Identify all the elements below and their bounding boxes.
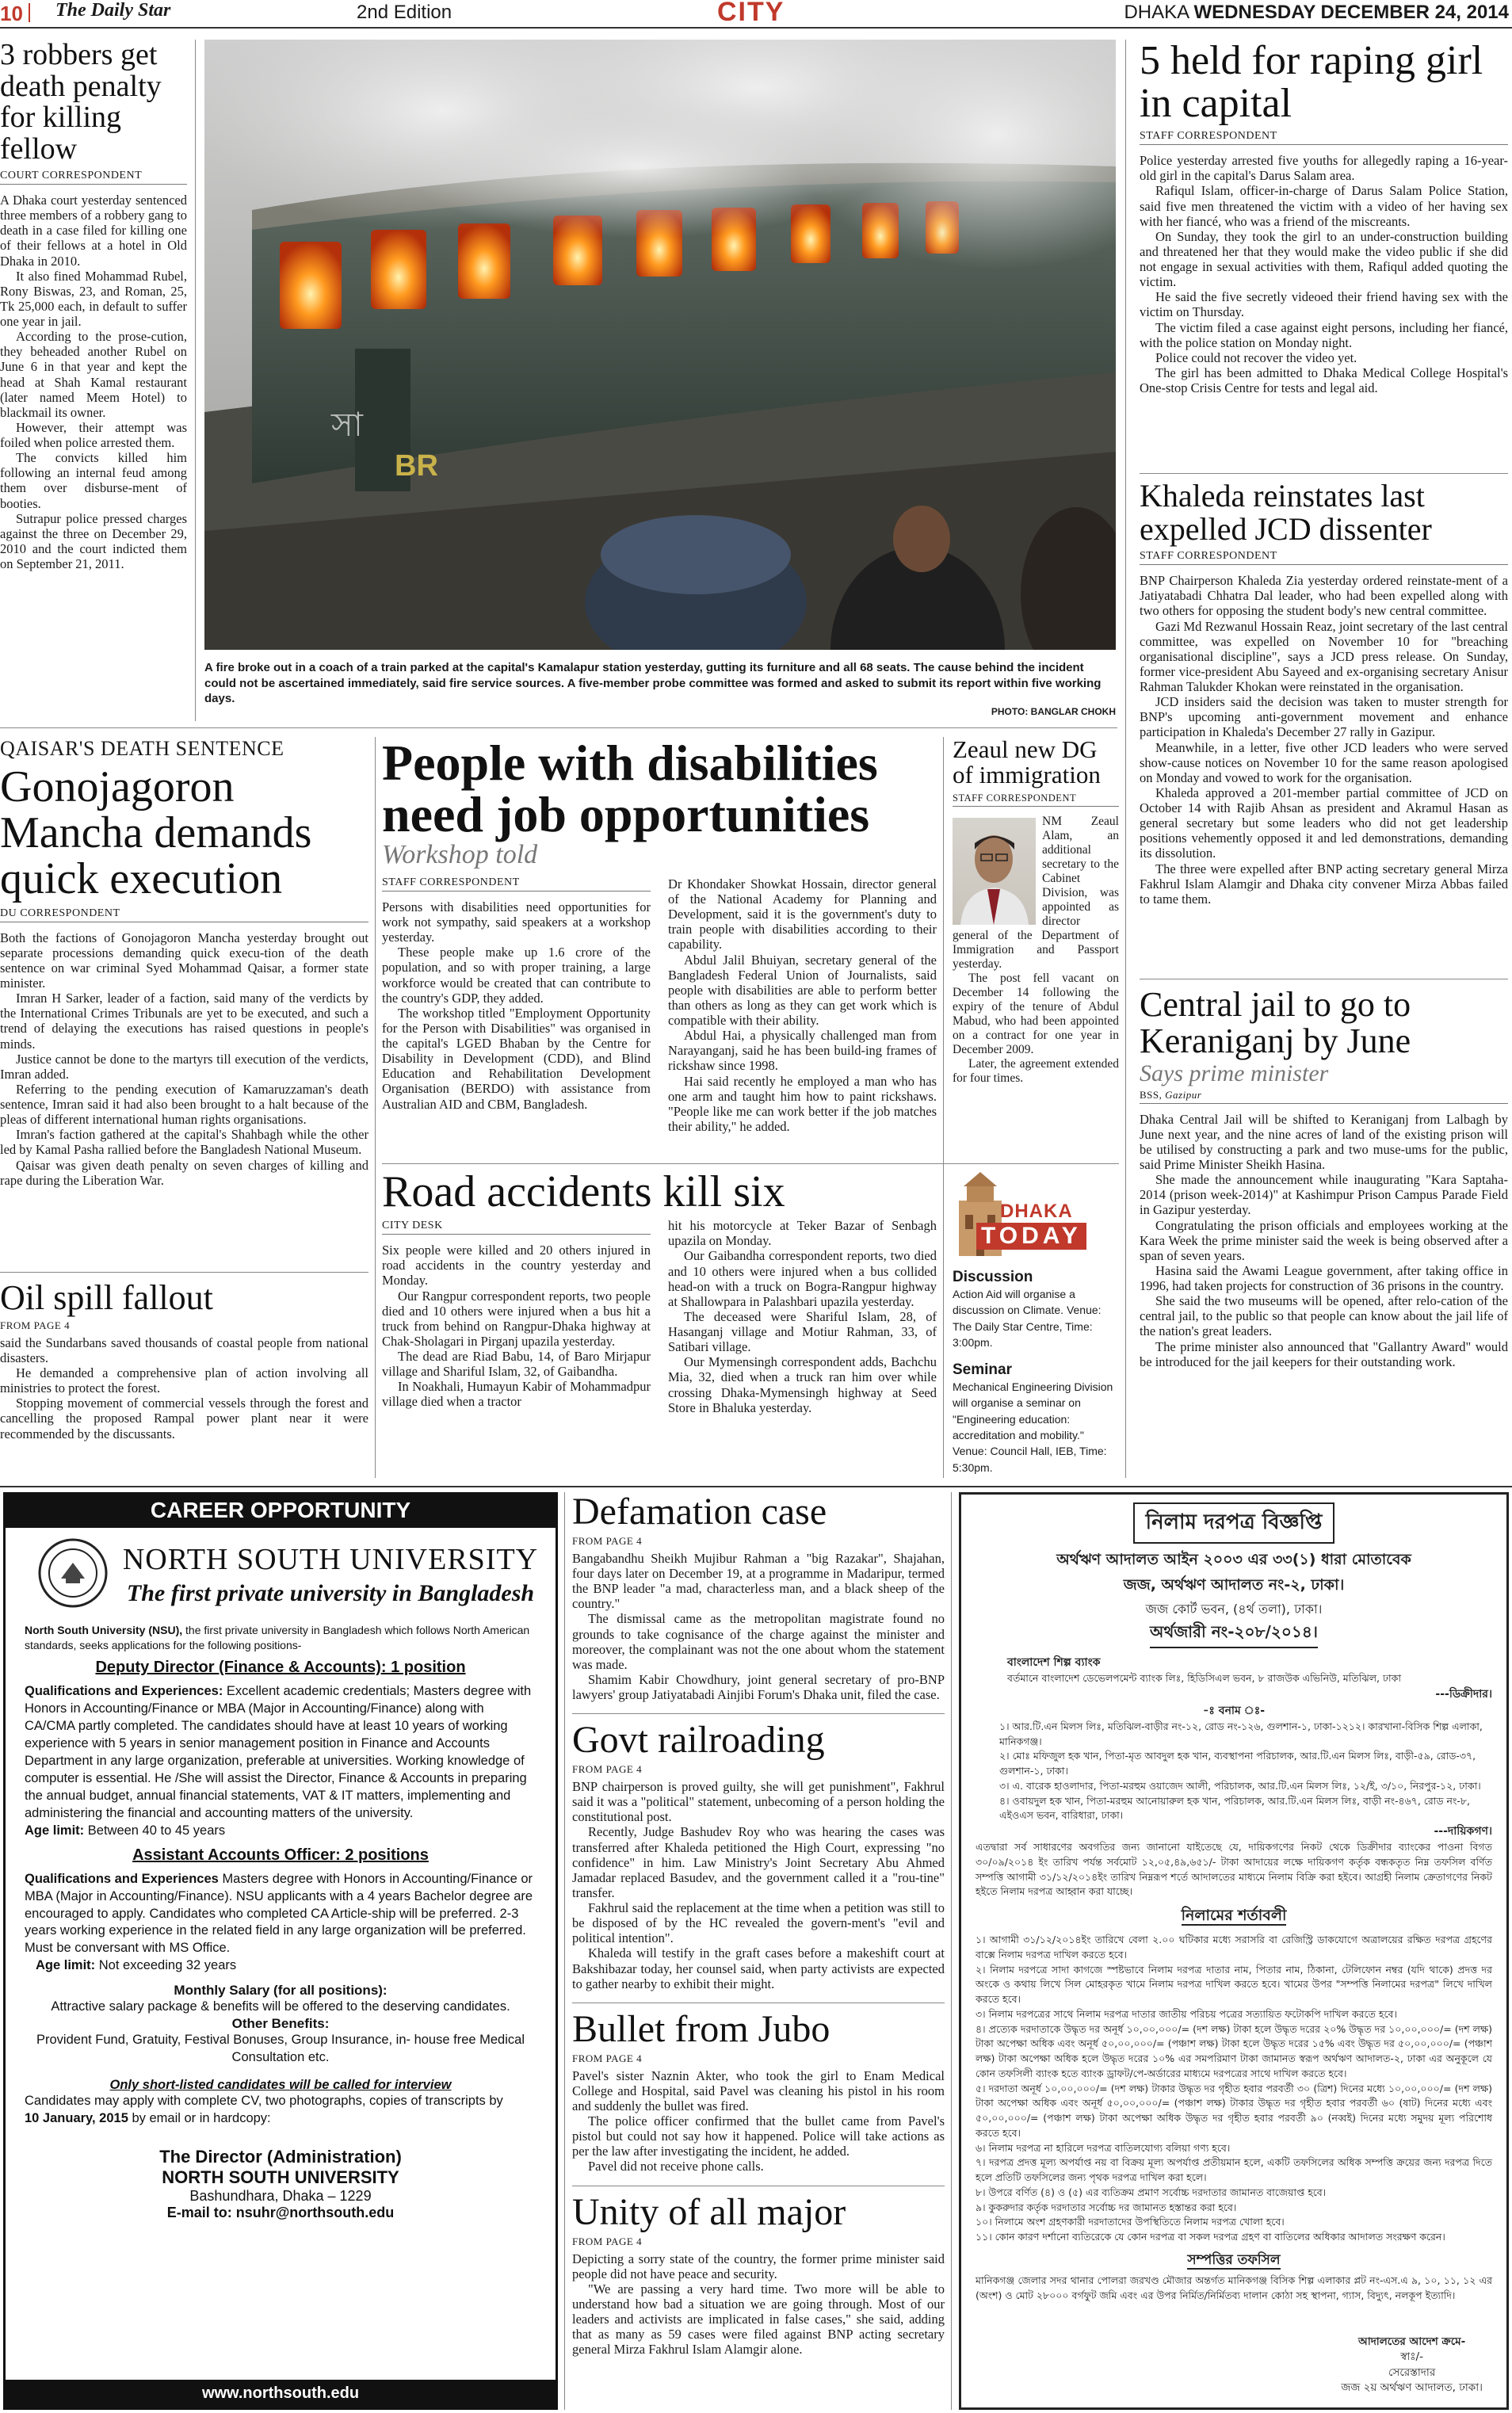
headline-khaleda: Khaleda reinstates last expelled JCD dissenter <box>1140 479 1432 547</box>
plaintiff-name: বাংলাদেশ শিল্প ব্যাংক <box>1007 1656 1101 1669</box>
edition-label: 2nd Edition <box>357 2 452 23</box>
auction-intro: এতদ্বারা সর্ব সাধারণের অবগতির জন্য জানানো যাইতেছে যে, দায়িকগণের নিকট থেকে ডিক্রীদার ব্যাংকের পাওনা বিগত ৩০/০৯/২০১৪ ইং তারিখ পর্যন্ত সর্বমোট ১২,০৫,৪৯,৬৫১/- টাকা আদায়ের লক্ষে দায়িকগণ কর্তৃক বন্ধকতৃত নিম্ন তফসিল বর্ণিত সম্পত্তি আগামী ৩১/১২/২০১৪ইং তারিখ নিম্নরূপ শর্তে আদালতের মাধ্যমে নিলাম বিক্রি করা হইবে। আগ্রহী নিলাম ক্রেতাগণের নিকট হইতে নিলাম দরপত্র আহ্বান করা যাচ্ছে। <box>976 1841 1492 1898</box>
article-unity <box>572 2190 945 2358</box>
auction-line2: জজ, অর্থঋণ আদালত নং-২, ঢাকা। <box>1123 1576 1345 1594</box>
position1-age <box>25 1823 536 1840</box>
body-disabilities-col2 <box>668 876 937 1134</box>
condition-item: ৪। প্রত্যেক দরদাতাকে উদ্ধৃত দর অনূর্ধ ১০,০০,০০০/= (দশ লক্ষ) টাকা হলে উদ্ধৃত দরের ২০% উদ্ধৃত দর ১০,০০,০০০/= (দশ লক্ষ) টাকা অপেক্ষা অধিক এবং অনূর্ধ ৫০,০০,০০০/= (পঞ্চাশ লক্ষ) টাকা হলে উদ্ধৃত দরের ১৫% এবং উদ্ধৃত দর ৫০,০০,০০০/= (পঞ্চাশ লক্ষ) টাকা অপেক্ষা অধিক হলে উদ্ধৃত দরের ১০% এর সমপরিমাণ টাকা জামানত স্বরূপ অর্থঋণ আদালত-২, ঢাকা এর অনুকূলে যে কোন তফসিলী ব্যাংক হতে ব্যাংক ড্রাফট/পে-অর্ডারের মাধ্যমে দরপত্রের সাথে দাখিল করতে হবে। <box>976 2022 1492 2079</box>
byline-jail-agency: BSS <box>1140 1088 1159 1101</box>
paragraph: Hai said recently he employed a man who has one arm and taught him how to paint rickshaws. "People like me can work better if the job matches their ability," he added. <box>668 1073 937 1134</box>
divider <box>951 1492 952 2410</box>
headline-qaisar: Gonojagoron Mancha demands quick execution <box>0 762 312 904</box>
nsu-header <box>6 1528 556 1623</box>
signature-role: সেরেস্তাদার <box>1388 2365 1436 2379</box>
position2-qual-label: Qualifications and Experiences <box>25 1871 219 1886</box>
paragraph: Recently, Judge Bashudev Roy who was hearing the cases was transferred after Khaleda petitioned the High Court, expressing "no confidence" in him. Law Ministry's Joint Secretary Abu Ahmed Jamadar replaced Basudev, and the government called it a "rou-tine" transfer. <box>572 1824 945 1900</box>
article-raping <box>1140 40 1508 472</box>
article-robbers <box>0 40 187 721</box>
body-road-col2 <box>668 1218 937 1415</box>
contact-email[interactable]: E-mail to: nsuhr@northsouth.edu <box>166 2204 395 2220</box>
address-line1: The Director (Administration) <box>159 2146 402 2167</box>
plaintiff-address: বর্তমানে বাংলাদেশ ডেভেলপমেন্ট ব্যাংক লিঃ, হিডিসিএল ভবন, ৮ রাজউক এভিনিউ, মতিঝিল, ঢাকা <box>1007 1672 1402 1684</box>
paragraph: Gazi Md Rezwanul Hossain Reaz, joint secretary of the last central committee, was expelled on November 10 for "breaching organisational discipline", says a JCD press release. On Sunday, former vice-president Abu Sayeed and ex-organising secretary Anisur Rahman Talukder Khokan were reinstated in the organisation. <box>1140 618 1508 695</box>
paragraph: In Noakhali, Humayun Kabir of Mohammadpur village died when a tractor <box>382 1379 651 1410</box>
condition-item: ৯। কুকরুদার কর্তৃক দরদাতার সর্বোচ্চ দর জামানত হস্তান্তর করা হবে। <box>976 2201 1237 2213</box>
paragraph: Stopping movement of commercial vessels through the forest and cancelling the proposed Rampal power plant near it were recommended by the discussants. <box>0 1395 368 1441</box>
paragraph: The prime minister also announced that "Gallantry Award" would be introduced for the jail keepers for their outstanding work. <box>1140 1338 1508 1369</box>
body-jubo <box>572 2068 945 2174</box>
career-ad <box>3 1492 558 2410</box>
paragraph: hit his motorcycle at Teker Bazar of Senbagh upazila on Monday. <box>668 1218 937 1249</box>
body-oilspill <box>0 1335 368 1441</box>
career-bar-title: CAREER OPPORTUNITY <box>6 1495 556 1528</box>
dhaka-today-logo <box>953 1169 1119 1264</box>
byline-khaleda: STAFF CORRESPONDENT <box>1140 550 1508 565</box>
divider <box>943 737 944 1478</box>
body-road-col1 <box>382 1243 651 1409</box>
body-jail <box>1140 1112 1508 1369</box>
paragraph: According to the prose-cution, they beheaded another Rubel on June 6 in that year and kept the head at Shah Kamal restaurant (later named Meem Hotel) to blackmail its owner. <box>0 329 187 420</box>
condition-item: ৭। দরপত্র প্রদত্ত মূল্য অপর্যাপ্ত নয় বা বিক্রয় মূল্য অপর্যাপ্ত প্রতীয়মান হলে, একটি তফসিলের অধিক সম্পত্তি ক্রয়ের জন্য দরপত্র দিতে হলে প্রতিটি তফসিলের জন্য পৃথক দরপত্র দাখিল করা হলে। <box>976 2156 1492 2183</box>
dhaka-today-box <box>953 1169 1119 1478</box>
paragraph: Khaleda approved a 201-member partial committee of JCD on October 14 with Rajib Ahsan as president and Akramul Hasan as general secretary but some leaders who did not get leadership positions vehemently opposed it and led demonstrations, demanding its dissolution. <box>1140 785 1508 861</box>
position1-age-label: Age limit: <box>25 1823 85 1838</box>
condition-item: ১০। নিলামে অংশ গ্রহণকারী দরদাতাদের উপস্থিতিতে নিলাম দরপত্র খোলা হবে। <box>976 2216 1285 2228</box>
signature-court: জজ ২য় অর্থঋণ আদালত, ঢাকা। <box>1341 2381 1483 2395</box>
contact-address <box>25 2147 536 2221</box>
section-title: CITY <box>717 0 785 27</box>
salary-text: Attractive salary package & benefits will be offered to the deserving candidates. <box>51 1999 510 2014</box>
paragraph: Khaleda will testify in the graft cases before a makeshift court at Bakshibazar today, her counsel said, when party activists are expected to gather nearby to exhibit their might. <box>572 1945 945 1991</box>
body-raping <box>1140 153 1508 395</box>
paragraph: He said the five secretly videoed their friend having sex with the victim on Thursday. <box>1140 289 1508 320</box>
coach-marking: BR <box>395 449 438 483</box>
paragraph: Pavel did not receive phone calls. <box>588 2159 764 2174</box>
body-khaleda <box>1140 573 1508 907</box>
paragraph: Our Rangpur correspondent reports, two people died and 10 others were injured when a bus hit a truck from behind on Rangpur-Dhaka highway at Chak-Sholagari in Pirganj upazila yesterday. <box>382 1288 651 1349</box>
paragraph: "We are passing a very hard time. Two more will be able to understand how bad a situation we are going through. Most of our leaders and activists are implicated in false cases," she said, adding that as many as 59 cases were filed against BNP acting secretary general Mirza Fakhrul Islam Alamgir alone. <box>572 2281 945 2358</box>
paragraph: Shamim Kabir Chowdhury, joint general secretary of pro-BNP lawyers' group Jatiyatabadi Ainjibi Forum's Dhaka unit, filed the case. <box>572 1671 945 1703</box>
headline-defamation: Defamation case <box>572 1492 827 1533</box>
paragraph: Police could not recover the video yet. <box>1155 349 1357 365</box>
article-qaisar <box>0 737 368 1236</box>
auction-line1: অর্থঋণ আদালত আইন ২০০৩ এর ৩৩(১) ধারা মোতাবেক <box>1056 1551 1411 1568</box>
university-name: NORTH SOUTH UNIVERSITY <box>122 1543 539 1576</box>
paragraph: Referring to the pending execution of Kamaruzzaman's death sentence, Imran said it had also been brought to a halt because of the pleas of different international human rights organisations. <box>0 1081 368 1128</box>
schedule-title: সম্পত্তির তফসিল <box>1187 2251 1281 2268</box>
paragraph: The convicts killed him following an internal feud among them over disburse-ment of booties. <box>0 450 187 511</box>
condition-item: ৮। উপরে বর্ণিত (৪) ও (৫) এর ব্যতিক্রম প্রমাণ সর্বোচ্চ দরদাতার জামানত বাজেয়াপ্ত হবে। <box>976 2186 1327 2198</box>
body-defamation <box>572 1551 945 1702</box>
byline-jail-place: Gazipur <box>1165 1088 1202 1101</box>
divider <box>0 1272 368 1273</box>
divider <box>1125 40 1126 1478</box>
condition-item: ১। আগামী ৩১/১২/২০১৪ইং তারিখে বেলা ২.০০ ঘটিকার মধ্যে সরাসরি বা রেজিস্ট্রি ডাকযোগে অত্রালয়ের রক্ষিত দরপত্র গ্রহণের বাক্সে নিলাম দরপত্র দাখিল করতে হবে। <box>976 1934 1492 1961</box>
discussion-title: Discussion <box>953 1269 1033 1285</box>
body-robbers <box>0 193 187 571</box>
position2-qual-text: Masters degree with Honors in Accounting/Finance or MBA (Major in Accounting/Finance). NSU applicants with a 4 years Bachelor degree are encouraged to apply. Candidates who completed CA Article-ship will be preferred. 2-3 years working experience in the related field in any large organization will be preferred. Must be conversant with MS Office. <box>25 1871 533 1956</box>
paragraph: Our Gaibandha correspondent reports, two died and 10 others were injured when a bus collided head-on with a truck on Bogra-Rangpur highway at Shallowpara in Palashbari upazila yesterday. <box>668 1248 937 1309</box>
photo-block <box>204 40 1116 717</box>
paragraph: The police officer confirmed that the bullet came from Pavel's pistol but could not say how it happened. Police will take actions as per the law after investigating the incident, he added. <box>572 2113 945 2159</box>
paragraph: Sutrapur police pressed charges against the three on December 29, 2010 and the court indicted them on September 21, 2011. <box>0 510 187 572</box>
apply-text: Candidates may apply with complete CV, two photographs, copies of transcripts by <box>25 2094 503 2109</box>
paragraph: Justice cannot be done to the martyrs till execution of the verdicts, Imran added. <box>0 1051 368 1082</box>
dateline <box>1124 2 1509 24</box>
career-intro-bold: North South University (NSU), <box>25 1624 183 1636</box>
signature-block <box>1341 2335 1483 2396</box>
apply-method: by email or in hardcopy: <box>132 2111 271 2126</box>
order-label: আদালতের আদেশ ক্রমে- <box>1357 2335 1466 2348</box>
defendants-role: ---দায়িকগণ। <box>1434 1825 1492 1838</box>
shortlist-note: Only short-listed candidates will be called for interview <box>109 2078 452 2093</box>
byline-robbers: COURT CORRESPONDENT <box>0 170 187 185</box>
headline-robbers: 3 robbers get death penalty for killing fellow <box>0 40 162 166</box>
paragraph: She said the two museums will be opened, after relo-cation of the central jail, to the public so that people can know about the jail life of the nation's great leaders. <box>1140 1293 1508 1339</box>
paragraph: He demanded a comprehensive plan of action involving all ministries to protect the forest. <box>0 1365 368 1396</box>
headline-jubo: Bullet from Jubo <box>572 2007 830 2050</box>
photo-credit: PHOTO: BANGLAR CHOKH <box>991 706 1116 717</box>
paragraph: Both the factions of Gonojagoron Mancha yesterday brought out separate processions demanding quick execu-tion of the death sentence on war criminal Syed Mohammad Qaisar, a former state minister. <box>0 930 368 991</box>
paragraph: However, their attempt was foiled when police arrested them. <box>0 419 187 451</box>
paragraph: NM Zeaul Alam, an additional secretary to the Cabinet Division, was appointed as director general of the Department of Immigration and Passport yesterday. <box>953 815 1119 972</box>
career-intro-text: the first private university in Bangladesh which follows North American standards, seeks applications for the following positions- <box>25 1624 530 1651</box>
paragraph: On Sunday, they took the girl to an under-construction building and threatened her that they would make the video public if she did not engage in sexual activities with them, Rafiqul added quoting the victim. <box>1140 228 1508 290</box>
signature-label: স্বাঃ/- <box>1400 2350 1423 2364</box>
paragraph: Persons with disabilities need opportunities for work not sympathy, said speakers at a workshop yesterday. <box>382 899 651 945</box>
paragraph: These people make up 1.6 crore of the population, and so with proper training, a large workforce would be created that can contribute to the country's GDP, they added. <box>382 945 651 1006</box>
page-header <box>0 0 1512 29</box>
paragraph: The post fell vacant on December 14 following the expiry of the tenure of Abdul Mabud, who had been appointed on a contract for one year in December 2009. <box>953 972 1119 1056</box>
headline-disabilities: People with disabilities need job opportunities <box>382 737 878 843</box>
kicker-qaisar: QAISAR'S DEATH SENTENCE <box>0 737 284 760</box>
paragraph: The dismissal came as the metropolitan magistrate found no grounds to take cognisance of the charge against the minister and moreover, the complainant was not the one about whom the statement was made. <box>572 1611 945 1672</box>
versus-label: -ঃ বনাম ঃ- <box>1202 1704 1266 1717</box>
defendant-entry: ১। আর.টি.এন মিলস লিঃ, মতিঝিল-বাড়ীর নং-১২, রোড নং-১২৬, গুলশান-১, ঢাকা-১২১২। কারখানা-বিসিক শিল্প এলাকা, মানিকগঞ্জ। <box>999 1720 1483 1747</box>
paragraph: Later, the agreement extended for four times. <box>953 1056 1119 1085</box>
condition-item: ৩। নিলাম দরপত্রের সাথে নিলাম দরপত্র দাতার জাতীয় পরিচয় পত্রের সত্যায়িত ফটোকপি দাখিল করতে হবে। <box>976 2007 1397 2020</box>
divider <box>564 1492 565 2410</box>
position2-title: Assistant Accounts Officer: 2 positions <box>132 1846 429 1864</box>
article-jubo <box>572 2007 945 2174</box>
paragraph: The three were expelled after BNP acting secretary general Mirza Fakhrul Islam Alamgir and Dhaka city convener Mirza Abbas failed to tame them. <box>1140 861 1508 907</box>
paragraph: The deceased were Shariful Islam, 28, of Hasanganj village and Motiur Rahman, 33, of Satibari village. <box>668 1308 937 1355</box>
divider <box>0 1486 1512 1487</box>
paragraph: Hasina said the Awami League government, after taking office in 1996, had taken projects for construction of 36 prisons in the country. <box>1140 1262 1508 1294</box>
paragraph: Dhaka Central Jail will be shifted to Keraniganj from Lalbagh by June next year, and the nine acres of land of the existing prison will be utilised by constructing a park and two muse-ums for the public, said Prime Minister Sheikh Hasina. <box>1140 1111 1508 1173</box>
dateline-date: WEDNESDAY DECEMBER 24, 2014 <box>1193 2 1509 23</box>
paragraph: BNP Chairperson Khaleda Zia yesterday ordered reinstate-ment of a Jatiyatabadi Chhatra Dal leader, who had been expelled along with two others for opposing the student body's new central committee. <box>1140 573 1508 619</box>
headline-railroading: Govt railroading <box>572 1719 825 1762</box>
website-link[interactable]: www.northsouth.edu <box>6 2380 556 2407</box>
paragraph: The dead are Riad Babu, 14, of Baro Mirjapur village and Shariful Islam, 32, of Gaibandha. <box>382 1349 651 1380</box>
plaintiff-role: ---ডিক্রীদার। <box>1435 1687 1492 1701</box>
apply-deadline <box>25 2110 536 2128</box>
paragraph: Meanwhile, in a letter, five other JCD leaders who were served show-cause notices on November 10 for the same reason apologised on Monday and vowed to work for the organisation. <box>1140 739 1508 785</box>
condition-item: ২। নিলাম দরপত্রে সাদা কাগজে স্পষ্টভাবে নিলাম দরপত্র দাতার নাম, পিতার নাম, ঠিকানা, টেলিফোন নম্বর (যদি থাকে) প্রদত্ত দর অংকে ও কথায় লিখে সিল মোহরকৃত খামে নিলাম দরপত্র দাখিল করতে হবে। খামের উপর "সম্পত্তি নিলামের দরপত্র" লিখে দাখিল করতে হবে। <box>976 1963 1492 2005</box>
condition-item: ১১। কোন কারণ দর্শানো ব্যতিরেকে যে কোন দরপত্র বা সকল দরপত্র গ্রহণ বা বাতিলের অধিকার আদালত সংরক্ষণ করেন। <box>976 2231 1445 2243</box>
subhead-jail: Says prime minister <box>1140 1060 1329 1086</box>
dhaka-today-logo-top: DHAKA <box>1000 1201 1073 1222</box>
benefits-title: Other Benefits: <box>231 2016 330 2032</box>
seminar-title: Seminar <box>953 1361 1012 1379</box>
article-zeaul <box>953 737 1119 1157</box>
schedule-text: মানিকগঞ্জ জেলার সদর থানার পোলরা জরখণ্ড মৌজার অন্তর্গত মানিকগঞ্জ বিসিক শিল্প এলাকার প্লট নং-এস.এ ৯, ১০, ১১, ১২ এর (অংশ) ও মোট ২৮০০০ বর্গফুট জমি এবং এর উপর নির্মিত/নির্মিতব্য দালান কোঠা সহ স্থাপনা, গ্যাস, বিদ্যুৎ, নলকূপ ইত্যাদি। <box>976 2274 1492 2301</box>
paragraph: She made the announcement while inaugurating "Kara Saptaha-2014 (prison week-2014)" at Kashimpur Prison Campus Parade Field in Gazipur yesterday. <box>1140 1172 1508 1218</box>
paragraph: BNP chairperson is proved guilty, she will get punishment", Fakhrul said it was a "political" statement, unbecoming of a person holding the constitutional post. <box>572 1779 945 1825</box>
condition-item: ৫। দরদাতা অনূর্ধ ১০,০০,০০০/= (দশ লক্ষ) টাকার উদ্ধৃত দর গৃহীত হবার পরবর্তী ৩০ (ত্রিশ) দিনের মধ্যে ১০,০০,০০০/= (দশ লক্ষ) টাকা অপেক্ষা অধিক এবং অনূর্ধ ৫০,০০,০০০/= (পঞ্চাশ লক্ষ) টাকার উদ্ধৃত দর গৃহীত হবার পরবর্তী ৬০ (ষাট) দিনের মধ্যে এবং ৫০,০০,০০০/= (পঞ্চাশ লক্ষ) টাকা অপেক্ষা অধিক উদ্ধৃত দর গৃহীত হবার পরবর্তী ৯০ (নব্বই) দিনের মধ্যে সমুদয় মূল্য পরিশোধ করতে হবে। <box>976 2082 1492 2139</box>
from-defamation: FROM PAGE 4 <box>572 1534 643 1547</box>
zeaul-photo <box>953 818 1036 925</box>
from-railroading: FROM PAGE 4 <box>572 1763 643 1776</box>
position1-title: Deputy Director (Finance & Accounts): 1 position <box>95 1659 466 1677</box>
position1-qual-text: Excellent academic credentials; Masters degree with Honors in Accounting/Finance or MBA (Major in Accounting/Finance) along with CA/CMA partly completed. The candidates should have at least 10 years of working experience with 5 years in senior management position in Finance and Accounts Department in any large organization, preferable at universities. Working knowledge of computer is essential. He /She will assist the Director, Finance & Accounts in preparing the annual budget, annual financial statements, VAT & IT matters, implementing and administering the financial and accounting matters of the university. <box>25 1684 532 1820</box>
defendant-entry: ২। মোঃ মফিজুল হক খান, পিতা-মৃত আবদুল হক খান, ব্যবস্থাপনা পরিচালক, আর.টি.এন মিলস লিঃ, বাড়ী-৫৯, রোড-৩৭, গুলশান-১, ঢাকা। <box>999 1750 1476 1777</box>
paragraph: Police yesterday arrested five youths for allegedly raping a 16-year-old girl in the capital's Darus Salam area. <box>1140 153 1508 184</box>
byline-zeaul: STAFF CORRESPONDENT <box>953 792 1119 807</box>
divider <box>0 727 1117 728</box>
dhaka-today-logo-bottom: TODAY <box>976 1223 1086 1250</box>
benefits-text: Provident Fund, Gratuity, Festival Bonuses, Group Insurance, in- house free Medical Consultation etc. <box>36 2033 525 2065</box>
article-road <box>382 1169 937 1478</box>
headline-jail: Central jail to go to Keraniganj by June <box>1140 987 1411 1060</box>
byline-jail: BSS, Gazipur <box>1140 1089 1508 1104</box>
condition-item: ৬। নিলাম দরপত্র না হারিলে দরপত্র বাতিলযোগ্য বলিয়া গণ্য হবে। <box>976 2141 1231 2154</box>
nsu-seal-icon <box>37 1537 109 1609</box>
headline-zeaul: Zeaul new DG of immigration <box>953 737 1101 789</box>
header-divider <box>29 3 30 22</box>
page-number: 10 <box>0 2 23 25</box>
from-unity: FROM PAGE 4 <box>572 2235 643 2247</box>
conditions-title: নিলামের শর্তাবলী <box>1181 1907 1287 1924</box>
defendants-list <box>976 1720 1492 1823</box>
svg-text:সা: সা <box>331 405 363 444</box>
continuations-column <box>572 1492 945 2410</box>
body-qaisar <box>0 930 368 1188</box>
divider <box>375 737 376 1478</box>
address-line3: Bashundhara, Dhaka – 1229 <box>189 2187 372 2204</box>
auction-case-number: অর্থজারী নং-২০৮/২০১৪। <box>1150 1621 1318 1648</box>
paragraph: Pavel's sister Naznin Akter, who took the girl to Enam Medical College and Hospital, said Pavel was cleaning his pistol in his room and suddenly the bullet was fired. <box>572 2067 945 2113</box>
deadline-date: 10 January, 2015 <box>25 2111 128 2126</box>
byline-disabilities: STAFF CORRESPONDENT <box>382 876 651 892</box>
paragraph: The workshop titled "Employment Opportunity for the Person with Disabilities" was organised in the capital's LGED Bhaban by the Centre for Disability in Development (CDD), and Blind Education and Rehabilitation Development Organisation (BERDO) with assistance from Australian AID and CBM, Bangladesh. <box>382 1005 651 1112</box>
position1-qual-label: Qualifications and Experiences: <box>25 1684 223 1699</box>
paper-name: The Daily Star <box>55 0 171 21</box>
from-oilspill: FROM PAGE 4 <box>0 1319 71 1331</box>
paragraph: The girl has been admitted to Dhaka Medical College Hospital's One-stop Crisis Centre for tests and legal aid. <box>1140 365 1508 396</box>
article-khaleda <box>1140 479 1508 975</box>
paragraph: said the Sundarbans saved thousands of coastal people from national disasters. <box>0 1334 368 1365</box>
paragraph: A Dhaka court yesterday sentenced three members of a robbery gang to death in a case filed for killing one of their fellows at a hotel in Old Dhaka in 2010. <box>0 193 187 269</box>
paragraph: The victim filed a case against eight persons, including her fiancé, with the police station on Monday night. <box>1140 319 1508 350</box>
from-jubo: FROM PAGE 4 <box>572 2052 643 2064</box>
position2-age <box>25 1957 536 1975</box>
paragraph: Qaisar was given death penalty on seven charges of killing and rape during the Liberation War. <box>0 1157 368 1188</box>
article-railroading <box>572 1720 945 1991</box>
seminar-text: Mechanical Engineering Division will organise a seminar on "Engineering education: accreditation and mobility." Venue: Council Hall, IEB, Time: 5:30pm. <box>953 1380 1113 1474</box>
paragraph: Abdul Hai, a physically challenged man from Narayanganj, said he has been build-ing frames of rickshaw since 1998. <box>668 1028 937 1074</box>
paragraph: Imran's faction gathered at the capital's Shahbagh while the other led by Kamal Pasha rallied before the Bangladesh National Museum. <box>0 1127 368 1158</box>
paragraph: Fakhrul said the replacement at the time when a petition was still to be disposed of by the HC revealed the govern-ment's "evil and political intention". <box>572 1900 945 1946</box>
paragraph: Our Mymensingh correspondent adds, Bachchu Mia, 32, died when a truck ran him over while crossing Dhaka-Mymensingh highway at Seed Store in Bhaluka yesterday. <box>668 1354 937 1415</box>
paragraph: Six people were killed and 20 others injured in road accidents in the country yesterday and Monday. <box>382 1243 651 1289</box>
train-fire-photo <box>204 40 1116 650</box>
byline-raping: STAFF CORRESPONDENT <box>1140 130 1508 145</box>
paragraph: It also fined Mohammad Rubel, Rony Biswas, 23, and Roman, 25, Tk 25,000 each, in default to suffer one year in jail. <box>0 268 187 330</box>
discussion-text: Action Aid will organise a discussion on Climate. Venue: The Daily Star Centre, Time: 3:00pm. <box>953 1288 1102 1349</box>
divider <box>195 40 196 721</box>
conditions-list <box>976 1933 1492 2245</box>
byline-qaisar: DU CORRESPONDENT <box>0 907 368 922</box>
position2-age-text: Not exceeding 32 years <box>98 1958 237 1973</box>
defendant-entry: ৪। ওবায়দুল হক খান, পিতা-মরহুম আনোয়ারুল হক খান, পরিচালক, আর.টি.এন মিলস লিঃ, বাড়ী নং-৪৬৭, রোড নং-৮, এইওএস ভবন, বারিধারা, ঢাকা। <box>999 1794 1470 1822</box>
paragraph: Abdul Jalil Bhuiyan, secretary general of the Bangladesh Federal Union of Journalists, said people with disabilities are able to perform better than others as long as they can get work which is compatible with their ability. <box>668 952 937 1029</box>
paragraph: Bangabandhu Sheikh Mujibur Rahman a "big Razakar", Shajahan, four days later on December 19, at a programme in Madaripur, termed the BNP leader "a mad, characterless man, and a black sheep of the country." <box>572 1550 945 1612</box>
university-tagline: The first private university in Bangladesh <box>126 1580 535 1606</box>
zeaul-portrait <box>953 818 1036 925</box>
byline-road: CITY DESK <box>382 1220 651 1235</box>
body-railroading <box>572 1779 945 1991</box>
headline-oilspill: Oil spill fallout <box>0 1280 213 1317</box>
address-line2: NORTH SOUTH UNIVERSITY <box>162 2167 399 2187</box>
divider <box>1140 473 1508 474</box>
auction-title: নিলাম দরপত্র বিজ্ঞপ্তি <box>1133 1502 1335 1544</box>
body-disabilities-col1 <box>382 899 651 1112</box>
headline-unity: Unity of all major <box>572 2190 846 2233</box>
position2-qualifications <box>25 1871 536 1958</box>
position2-age-label: Age limit: <box>36 1958 96 1973</box>
article-defamation <box>572 1492 945 1702</box>
position1-qualifications <box>25 1683 536 1823</box>
headline-raping: 5 held for raping girl in capital <box>1140 40 1483 127</box>
photo-caption: A fire broke out in a coach of a train parked at the capital's Kamalapur station yesterday, gutting its furniture and all 68 seats. The cause behind the incident could not be ascertained immediately, said fire service sources. A five-member probe committee was formed and asked to submit its report within five working days. <box>204 661 1102 705</box>
divider <box>382 1163 1119 1164</box>
body-unity <box>572 2251 945 2358</box>
headline-road: Road accidents kill six <box>382 1169 785 1216</box>
article-jail <box>1140 987 1508 1478</box>
article-disabilities <box>382 737 937 1157</box>
defendant-entry: ৩। এ. বারেক হাওলাদার, পিতা-মরহুম ওয়াজেদ আলী, পরিচালক, আর.টি.এন মিলস লিঃ, ১২/ই, ৩/১০, নিরপুর-১২, ঢাকা। <box>999 1779 1481 1792</box>
paragraph: Congratulating the prison officials and employees working at the Kara Week the prime minister said the week is being observed after a span of seven years. <box>1140 1217 1508 1263</box>
auction-header <box>976 1502 1492 1648</box>
salary-title: Monthly Salary (for all positions): <box>174 1983 388 1999</box>
paragraph: Rafiqul Islam, officer-in-charge of Darus Salam Police Station, said five men threatened the victim with a video of her having sex with her fiancé, who was a friend of the miscreants. <box>1140 183 1508 229</box>
paragraph: Depicting a sorry state of the country, the former prime minister said people did not have peace and security. <box>572 2251 945 2281</box>
paragraph: Imran H Sarker, leader of a faction, said many of the verdicts by the International Crimes Tribunals are yet to be executed, and such a trend of delaying the executions has raised questions in people's minds. <box>0 991 368 1052</box>
career-intro <box>25 1623 536 1652</box>
paragraph: Dr Khondaker Showkat Hossain, director general of the National Academy for Planning and Development, said it is the government's duty to train people with disabilities according to their capability. <box>668 876 937 953</box>
subhead-disabilities: Workshop told <box>382 839 538 869</box>
position1-age-text: Between 40 to 45 years <box>87 1823 226 1838</box>
auction-line3: জজ কোর্ট ভবন, (৪র্থ তলা), ঢাকা। <box>1145 1602 1323 1617</box>
article-oilspill <box>0 1280 368 1478</box>
auction-notice <box>959 1492 1509 2410</box>
paragraph: JCD insiders said the decision was taken to muster strength for BNP's upcoming anti-government movement and enhance participation in Khaleda's December 27 rally in Gazipur. <box>1140 694 1508 740</box>
dateline-city: DHAKA <box>1124 2 1189 23</box>
